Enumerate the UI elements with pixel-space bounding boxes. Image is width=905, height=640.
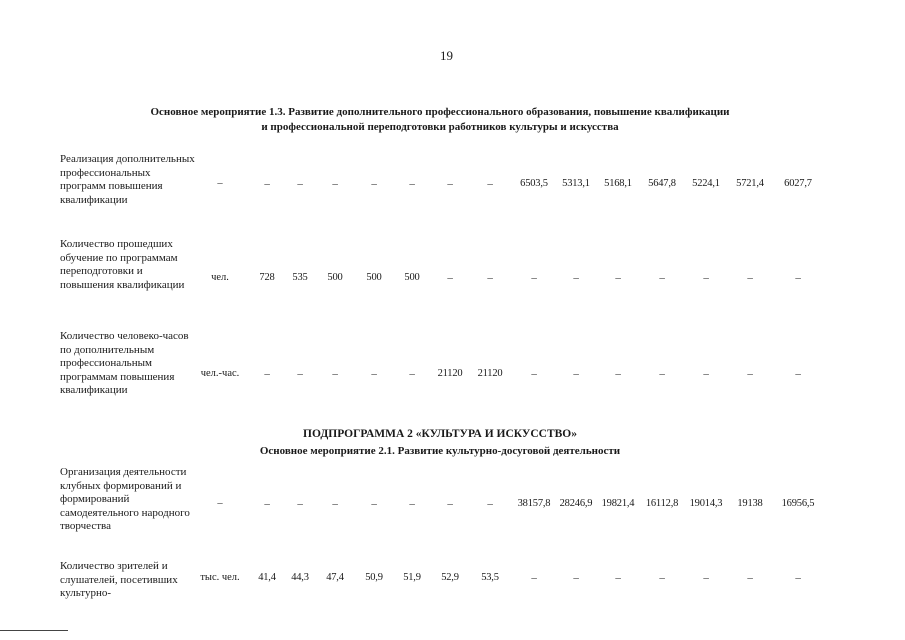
table-cell: 19821,4 [601,498,635,509]
table-cell: 5647,8 [648,178,676,189]
row-label: Организация деятельности клубных формирований и формирований самодеятельного народного творчества [60,466,190,533]
table-cell: – [531,272,537,284]
row-label: Количество человеко-часов по дополнительным профессиональным программам повышения квалификации [60,330,189,397]
row-unit: тыс. чел. [200,572,240,583]
table-cell: – [795,272,801,284]
table-cell: 728 [259,272,275,283]
table-cell: – [264,368,270,380]
table-cell: – [795,572,801,584]
table-cell: – [703,572,709,584]
table-cell: – [371,178,377,190]
table-cell: – [703,272,709,284]
table-cell: – [615,572,621,584]
table-cell: 28246,9 [559,498,593,509]
table-cell: – [615,368,621,380]
table-cell: – [747,572,753,584]
page-number: 19 [440,48,453,63]
subprogram-title: ПОДПРОГРАММА 2 «КУЛЬТУРА И ИСКУССТВО» [303,428,577,440]
table-cell: – [747,272,753,284]
table-cell: 41,4 [258,572,276,583]
table-cell: – [409,498,415,510]
table-cell: 44,3 [291,572,309,583]
table-cell: – [659,572,665,584]
table-cell: – [264,498,270,510]
table-cell: 50,9 [365,572,383,583]
section-heading-line1: Основное мероприятие 1.3. Развитие дополнительного профессионального образования, повышение квалификации [150,106,730,118]
table-cell: 53,5 [481,572,499,583]
table-cell: 500 [327,272,343,283]
table-cell: – [573,368,579,380]
table-cell: – [703,368,709,380]
table-cell: – [531,368,537,380]
table-cell: – [332,498,338,510]
table-cell: 21120 [477,368,503,379]
row-unit: чел.-час. [200,368,240,379]
row-label: Реализация дополнительных профессиональных программ повышения квалификации [60,153,195,206]
table-cell: 51,9 [403,572,421,583]
table-cell: 500 [366,272,382,283]
table-cell: – [297,178,303,190]
row-label: Количество зрителей и слушателей, посетивших культурно- [60,560,178,600]
table-cell: 38157,8 [517,498,551,509]
bottom-rule [0,630,68,631]
table-cell: – [573,272,579,284]
table-cell: 16112,8 [645,498,679,509]
table-cell: 5313,1 [562,178,590,189]
table-cell: – [371,368,377,380]
table-cell: 6027,7 [784,178,812,189]
table-cell: – [332,178,338,190]
table-cell: – [409,178,415,190]
table-cell: – [447,178,453,190]
table-cell: – [371,498,377,510]
table-cell: – [297,368,303,380]
table-cell: 47,4 [326,572,344,583]
table-cell: – [659,368,665,380]
table-cell: – [531,572,537,584]
table-cell: 16956,5 [781,498,815,509]
row-unit: – [217,498,223,509]
table-cell: 6503,5 [520,178,548,189]
table-cell: 5721,4 [736,178,764,189]
table-cell: – [747,368,753,380]
row-unit: чел. [211,272,229,283]
section-heading-line2: и профессиональной переподготовки работников культуры и искусства [261,121,619,133]
table-cell: – [487,178,493,190]
table-cell: – [332,368,338,380]
table-cell: 21120 [437,368,463,379]
table-cell: – [487,272,493,284]
table-cell: – [447,498,453,510]
table-cell: – [795,368,801,380]
subprogram-heading: Основное мероприятие 2.1. Развитие культурно-досуговой деятельности [259,445,621,457]
table-cell: 535 [292,272,308,283]
row-label: Количество прошедших обучение по программам переподготовки и повышения квалификации [60,238,185,291]
table-cell: – [297,498,303,510]
table-cell: – [409,368,415,380]
table-cell: – [573,572,579,584]
table-cell: – [447,272,453,284]
table-cell: 500 [404,272,420,283]
table-cell: 5168,1 [604,178,632,189]
table-cell: – [615,272,621,284]
row-unit: – [217,178,223,189]
table-cell: 5224,1 [692,178,720,189]
table-cell: 19138 [737,498,763,509]
table-cell: – [487,498,493,510]
table-cell: – [659,272,665,284]
table-cell: 19014,3 [689,498,723,509]
table-cell: 52,9 [441,572,459,583]
table-cell: – [264,178,270,190]
